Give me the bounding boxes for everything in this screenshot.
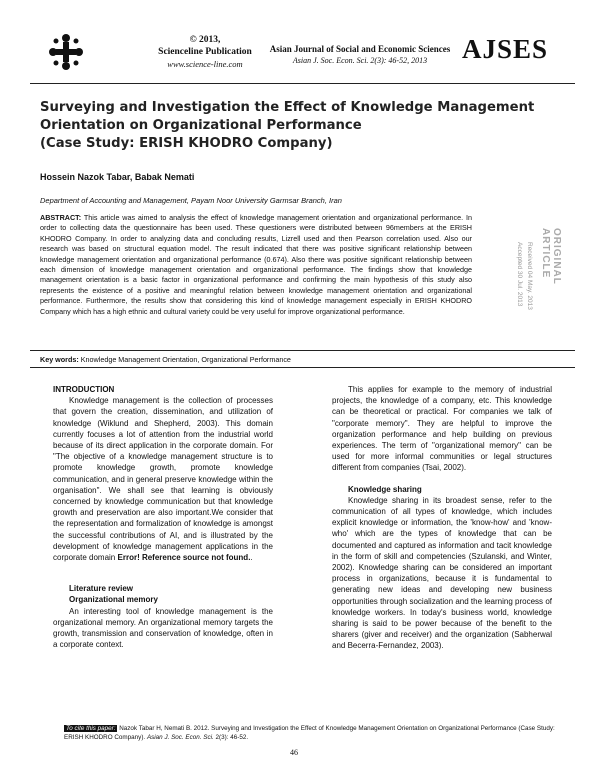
original-article-label: ORIGINAL ARTICLE bbox=[540, 228, 562, 285]
title-line-1: Surveying and Investigation the Effect of Knowledge Management bbox=[40, 100, 535, 115]
citation-box bbox=[64, 724, 564, 742]
abstract bbox=[40, 213, 472, 317]
publisher-info bbox=[140, 34, 270, 70]
abstract-label: ABSTRACT: bbox=[40, 213, 82, 222]
journal-abbreviation: AJSES bbox=[462, 34, 549, 64]
left-column bbox=[53, 384, 273, 650]
intro-text: Knowledge management is the collection of processes that govern the creation, dissemination, and utilization of knowledge (Wiklund and Shepherd, 2003). This domain currently focuses a lot of attention from the industrial world because of its direct application in the corporate domain. For "The objective of a knowledge management structure is to promote knowledge growth, promote knowledge communication, and in general preserve knowledge within the organisation". We shall see that learning is obviously concerned by knowledge communication but that knowledge growth and preservation are also important.We consider that the representation and formalization of knowledge is amongst the successful contributions of AI, and is illustrated by the development of knowledge management applications in the corporate domain bbox=[53, 396, 273, 563]
abstract-text: This article was aimed to analysis the effect of knowledge management orientation and organizational performance. In order to collecting data the questionnaire has been used. These questioners were distributed between 96members at the ERISH KHODRO Company. In order to analyzing data and concluding results, Lizrell used and then Pearson correlation used. Also our research was based on structural equation model. The result indicated that there was positive significant relationship between knowledge management orientation and organizational performance (0.674). Also there was positive significant relationship between each dimension of knowledge management orientation and organizational performance. The findings show that knowledge management orientation is a basic factor in organizational performance and confirming the main hypothesis of this study also represents the existence of a positive and meaningful relation between knowledge management orientation and organizational performance. Furthermore, the results show that considering this kind of knowledge management especially in ERISH KHODRO Company which has a high ethnic and cultural variety could be very useful for improve organizational performance. bbox=[40, 213, 472, 316]
keywords-divider-bottom bbox=[30, 367, 575, 368]
keywords-label: Key words: bbox=[40, 355, 79, 364]
publisher-logo-icon bbox=[48, 32, 84, 72]
cite-tail: 2(3): 46-52. bbox=[215, 734, 249, 741]
page-number: 46 bbox=[290, 748, 298, 757]
org-memory-paragraph: An interesting tool of knowledge management is the organizational memory. An organizational memory targets the growth, transmission and conservation of knowledge, often in a corporate context. bbox=[53, 606, 273, 650]
journal-name: Asian Journal of Social and Economic Sciences bbox=[269, 44, 451, 54]
cite-text: Nazok Tabar H, Nemati B. 2012. Surveying and Investigation the Effect of Knowledge Management Orientation on Organizational Performance (Case Study: ERISH KHODRO Company). bbox=[64, 725, 555, 741]
received-date: Received 04 May. 2013 bbox=[526, 242, 533, 310]
article-title bbox=[40, 99, 560, 153]
cite-journal: Asian J. Soc. Econ. Sci. bbox=[146, 734, 214, 741]
copyright: © 2013, bbox=[189, 35, 221, 45]
sharing-paragraph: Knowledge sharing in its broadest sense, refer to the communication of all types of knowledge, which includes explicit knowledge or information, the 'know-how' and 'know-who' which are the types of knowledge that can be documented and captured as information and tacit knowledge in the form of skill and competencies (Szulanski, and Winter, 2002). Knowledge sharing can be considered an important process in organizations, because it is fundamental to generating new ideas and developing new business opportunities through socialization and the learning process of knowledge workers. In today's business world, knowledge sharing is said to be power because of the benefit to the sharers (giver and receiver) and the organization (Sabherwal and Becerra-Fernandez, 2003). bbox=[332, 495, 552, 651]
sharing-heading: Knowledge sharing bbox=[348, 484, 422, 494]
publisher-website[interactable]: www.science-line.com bbox=[167, 59, 243, 69]
keywords bbox=[40, 355, 291, 364]
intro-paragraph bbox=[53, 395, 273, 563]
title-line-2: Orientation on Organizational Performance bbox=[40, 118, 362, 133]
publisher-name: Scienceline Publication bbox=[158, 47, 252, 57]
header-divider bbox=[30, 83, 575, 84]
journal-citation: Asian J. Soc. Econ. Sci. 2(3): 46-52, 2013 bbox=[292, 56, 428, 65]
article-status-sidebar bbox=[514, 228, 574, 328]
reference-error: Error! Reference source not found. bbox=[117, 553, 251, 563]
keywords-divider-top bbox=[30, 350, 575, 351]
keywords-text: Knowledge Management Orientation, Organizational Performance bbox=[80, 355, 291, 364]
journal-info bbox=[260, 44, 460, 66]
corporate-memory-paragraph: This applies for example to the memory of industrial projects, the knowledge of a company, etc. This knowledge can be theoretical or practical. For companies we talk of "corporate memory". They are helpful to improve the organization performance and help building on previous experiences. The term of "organizational memory" can be used for more informal communities or legal structures different from companies (Tsai, 2002). bbox=[332, 385, 552, 473]
intro-end: . bbox=[250, 553, 253, 563]
org-memory-heading: Organizational memory bbox=[69, 595, 158, 605]
right-column bbox=[332, 384, 552, 652]
journal-header bbox=[30, 30, 575, 82]
authors: Hossein Nazok Tabar, Babak Nemati bbox=[40, 172, 195, 182]
cite-tag: To cite this paper: bbox=[66, 725, 116, 732]
literature-heading: Literature review bbox=[69, 584, 134, 594]
affiliation: Department of Accounting and Management, Payam Noor University Garmsar Branch, Iran bbox=[40, 196, 342, 205]
accepted-date: Accepted 30 Jul. 2013 bbox=[516, 242, 523, 307]
title-line-3: (Case Study: ERISH KHODRO Company) bbox=[40, 136, 333, 151]
intro-heading: INTRODUCTION bbox=[53, 385, 115, 394]
